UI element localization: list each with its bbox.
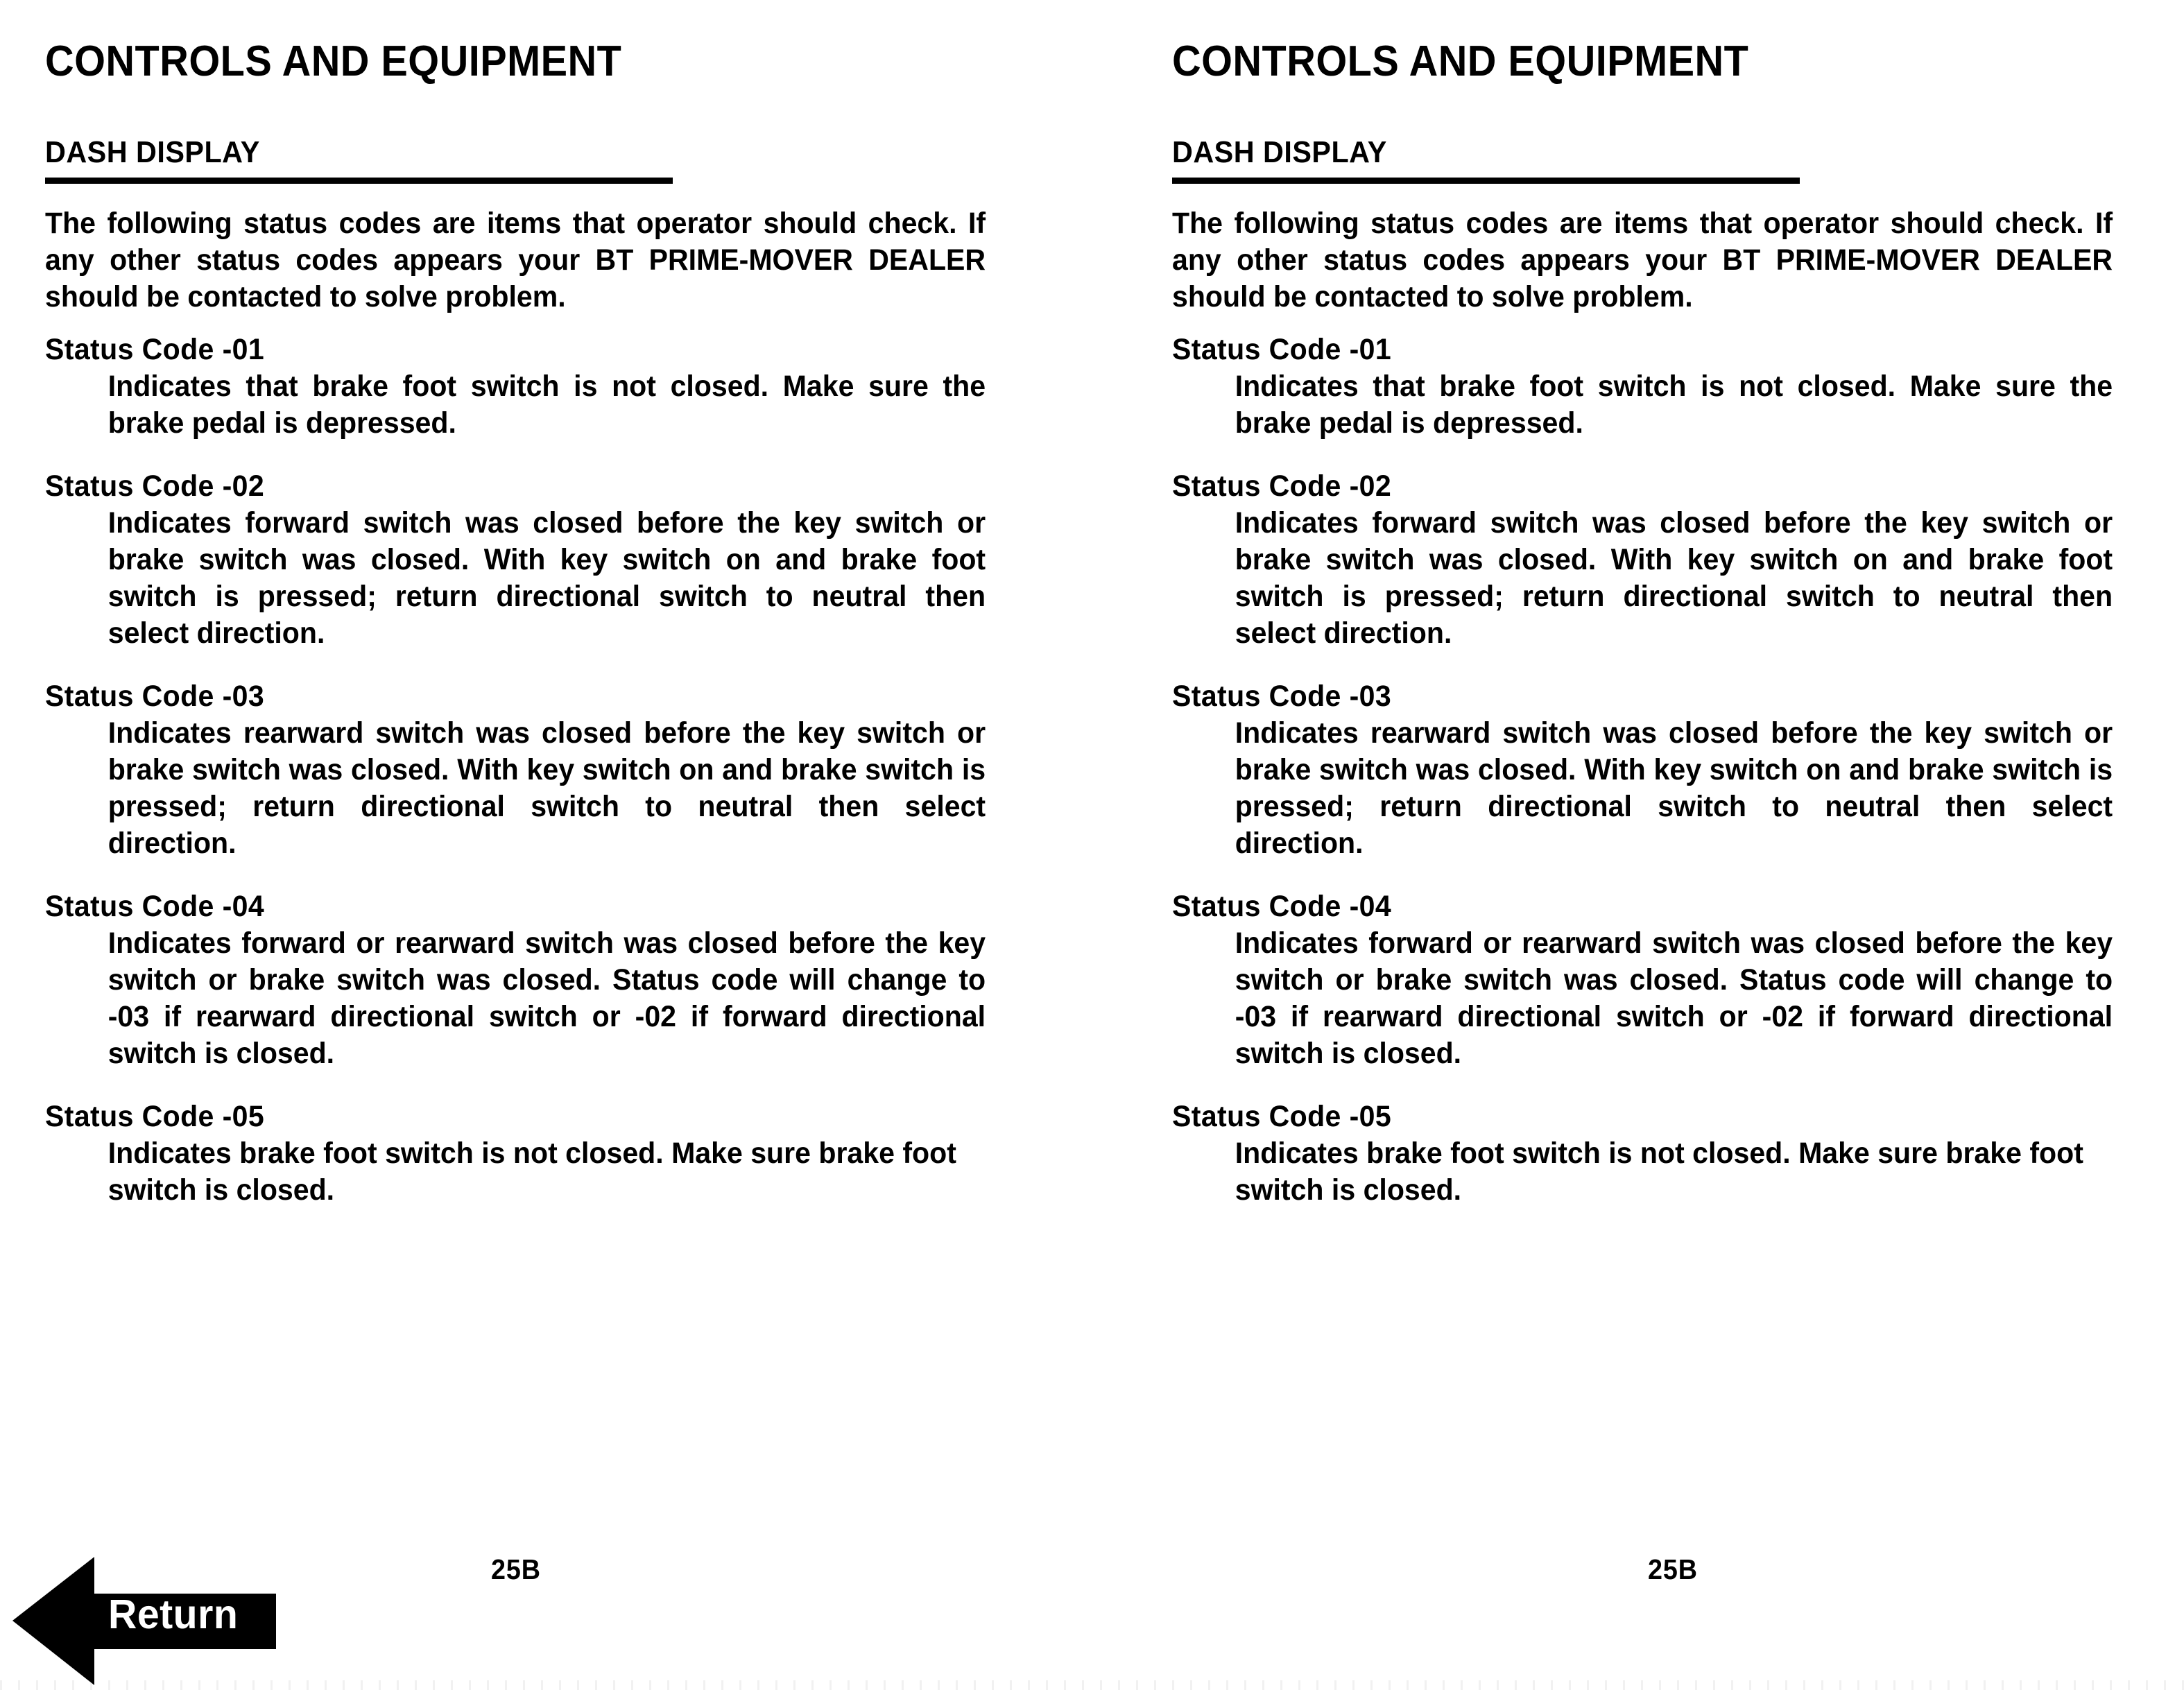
status-code-label: Status Code -04 [1172,890,1392,923]
heading-underline [45,178,673,184]
status-code-label: Status Code -03 [1172,680,1392,713]
intro-paragraph: The following status codes are items that operator should check. If any other status codes appears your BT PRIME-MOVER DEALER should be contacted to solve problem. [1172,207,2113,313]
status-code-description: Indicates brake foot switch is not closed. Make sure brake foot switch is closed. [1235,1137,2083,1207]
status-code-entry [1172,468,2113,652]
page-title: CONTROLS AND EQUIPMENT [1172,37,1749,85]
status-code-entry [45,468,986,652]
status-code-label: Status Code -01 [1172,333,1392,366]
status-code-entry [1172,1098,2113,1209]
subsection-heading: DASH DISPLAY [1172,135,1387,169]
status-code-entry [45,331,986,442]
status-code-label: Status Code -03 [45,680,265,713]
status-code-entry [1172,331,2113,442]
subsection-heading-group [1172,137,1800,184]
return-button-label: Return [108,1592,239,1637]
status-code-label: Status Code -02 [1172,469,1392,503]
status-code-description: Indicates forward switch was closed before the key switch or brake switch was closed. With key switch on and brake foot switch is pressed; return directional switch to neutral then select direction. [108,506,986,650]
subsection-heading: DASH DISPLAY [45,135,260,169]
status-code-list [1172,331,2157,1209]
page-number-left: 25B [491,1553,541,1585]
status-code-description: Indicates that brake foot switch is not closed. Make sure the brake pedal is depressed. [108,370,986,440]
status-code-description: Indicates rearward switch was closed before the key switch or brake switch was closed. With key switch on and brake switch is pressed; return directional switch to neutral then select direction. [108,716,986,860]
status-code-description: Indicates that brake foot switch is not closed. Make sure the brake pedal is depressed. [1235,370,2113,440]
status-code-label: Status Code -05 [45,1100,265,1133]
status-code-label: Status Code -05 [1172,1100,1392,1133]
page-number-right: 25B [1648,1553,1698,1585]
heading-underline [1172,178,1800,184]
scan-artifact-strip [0,1680,2184,1690]
status-code-label: Status Code -04 [45,890,265,923]
status-code-description: Indicates forward or rearward switch was closed before the key switch or brake switch was closed. Status code will change to -03 if rearward directional switch or -02 if forward directional switch is closed. [108,926,986,1070]
page-title: CONTROLS AND EQUIPMENT [45,37,622,85]
status-code-label: Status Code -01 [45,333,265,366]
status-code-entry [45,678,986,862]
status-code-description: Indicates forward or rearward switch was closed before the key switch or brake switch was closed. Status code will change to -03 if rearward directional switch or -02 if forward directional switch is closed. [1235,926,2113,1070]
return-button[interactable] [12,1555,276,1687]
status-code-label: Status Code -02 [45,469,265,503]
status-code-description: Indicates brake foot switch is not closed. Make sure brake foot switch is closed. [108,1137,956,1207]
subsection-heading-group [45,137,673,184]
status-code-entry [45,1098,986,1209]
status-code-entry [1172,888,2113,1072]
status-code-list [45,331,1030,1209]
status-code-description: Indicates forward switch was closed before the key switch or brake switch was closed. With key switch on and brake foot switch is pressed; return directional switch to neutral then select direction. [1235,506,2113,650]
intro-paragraph: The following status codes are items that operator should check. If any other status codes appears your BT PRIME-MOVER DEALER should be contacted to solve problem. [45,207,986,313]
status-code-entry [1172,678,2113,862]
status-code-description: Indicates rearward switch was closed before the key switch or brake switch was closed. With key switch on and brake switch is pressed; return directional switch to neutral then select direction. [1235,716,2113,860]
status-code-entry [45,888,986,1072]
left-arrow-icon [12,1555,276,1687]
